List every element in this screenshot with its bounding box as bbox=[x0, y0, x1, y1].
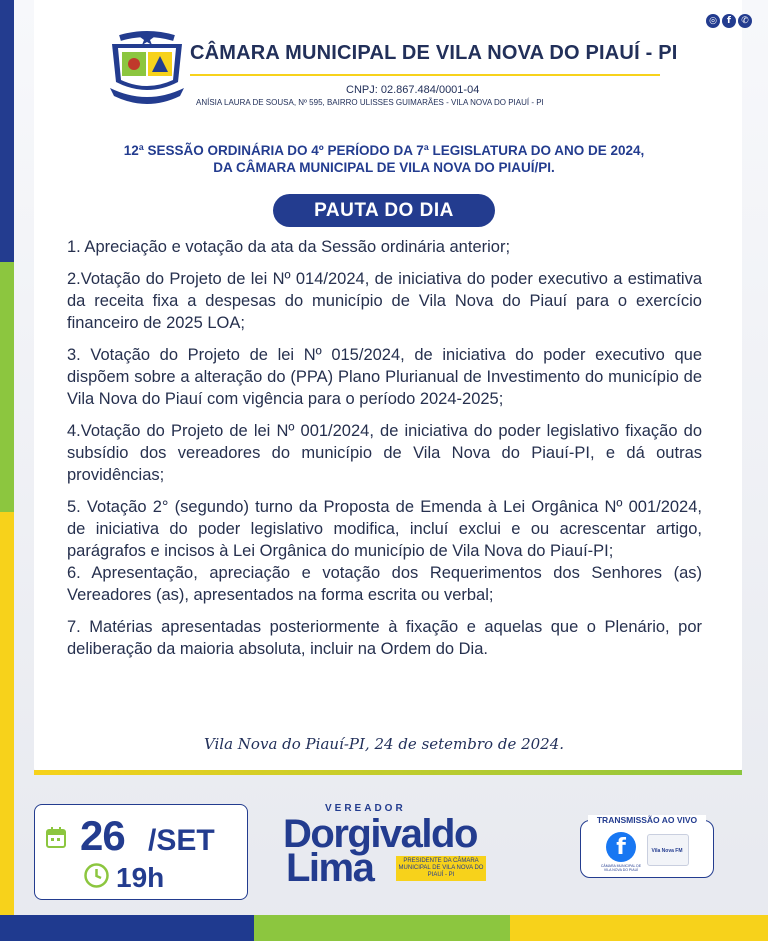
event-time: 19h bbox=[116, 862, 165, 893]
facebook-caption: CÂMARA MUNICIPAL DE VILA NOVA DO PIAUÍ bbox=[600, 864, 642, 872]
councilor-first-name: Dorgivaldo bbox=[283, 812, 477, 856]
whatsapp-icon[interactable]: ✆ bbox=[738, 14, 752, 28]
calendar-icon bbox=[46, 826, 66, 848]
date-line: Vila Nova do Piauí-PI, 24 de setembro de 2024. bbox=[203, 735, 565, 753]
event-day: 26 bbox=[80, 812, 125, 859]
left-accent-bar-blue bbox=[0, 0, 14, 262]
address-text: ANÍSIA LAURA DE SOUSA, Nº 595, BAIRRO ULISSES GUIMARÃES - VILA NOVA DO PIAUÍ - PI bbox=[196, 98, 544, 107]
agenda-item: 1. Apreciação e votação da ata da Sessão ordinária anterior; bbox=[67, 238, 511, 256]
header-divider bbox=[190, 74, 660, 76]
footer-stripe-yellow bbox=[510, 915, 768, 941]
agenda-item: 4.Votação do Projeto de lei Nº 001/2024, de iniciativa do poder legislativo fixação do subsídio dos vereadores do município de Vila Nova do Piauí-PI, e dá outras providências; bbox=[67, 422, 702, 484]
session-heading bbox=[60, 142, 708, 176]
pauta-badge: PAUTA DO DIA bbox=[273, 194, 495, 227]
agenda-item: 6. Apresentação, apreciação e votação dos Requerimentos dos Senhores (as) Vereadores (as), apresentados na forma escrita ou verbal; bbox=[67, 564, 702, 604]
agenda-list bbox=[67, 236, 702, 660]
agenda-item: 5. Votação 2° (segundo) turno da Proposta de Emenda à Lei Orgânica Nº 001/2024, de iniciativa do poder legislativo modifica, incluí exclui e ou acrescentar artigo, parágrafos e incisos à Lei Orgânica do município de Vila Nova do Piauí-PI; bbox=[67, 498, 702, 560]
footer-stripe-green bbox=[254, 915, 510, 941]
clock-icon bbox=[84, 863, 109, 888]
chamber-name: CÂMARA MUNICIPAL DE VILA NOVA DO PIAUÍ - PI bbox=[190, 42, 678, 64]
agenda-item: 3. Votação do Projeto de lei Nº 015/2024, de iniciativa do poder executivo que dispõem sobre a alteração do (PPA) Plano Plurianual de Investimento do município de Vila Nova do Piauí com vigência para o período 2024-2025; bbox=[67, 346, 702, 408]
session-line-2: DA CÂMARA MUNICIPAL DE VILA NOVA DO PIAUÍ/PI. bbox=[213, 160, 555, 175]
facebook-live-icon[interactable]: f bbox=[606, 832, 636, 862]
facebook-icon[interactable]: f bbox=[722, 14, 736, 28]
left-accent-bar-yellow bbox=[0, 512, 14, 941]
session-line-1: 12ª SESSÃO ORDINÁRIA DO 4º PERÍODO DA 7ª LEGISLATURA DO ANO DE 2024, bbox=[123, 143, 645, 158]
cnpj-text: CNPJ: 02.867.484/0001-04 bbox=[346, 84, 480, 96]
radio-caption: Vila Nova FM bbox=[651, 848, 683, 854]
footer-stripe-blue bbox=[0, 915, 254, 941]
instagram-icon[interactable]: ◎ bbox=[706, 14, 720, 28]
event-month: /SET bbox=[148, 824, 215, 857]
agenda-item: 7. Matérias apresentadas posteriormente à fixação e aquelas que o Plenário, por deliberação da maioria absoluta, incluir na Ordem do Dia. bbox=[67, 618, 702, 658]
agenda-item: 2.Votação do Projeto de lei Nº 014/2024, de iniciativa do poder executivo a estimativa da receita fixa a despesas do município de Vila Nova do Piauí para o exercício financeiro de 2025 LOA; bbox=[67, 270, 702, 332]
social-icons bbox=[706, 14, 752, 28]
left-accent-bar-green bbox=[0, 262, 14, 512]
councilor-title: VEREADOR bbox=[325, 803, 406, 814]
live-stream-label: TRANSMISSÃO AO VIVO bbox=[588, 815, 706, 825]
councilor-role: PRESIDENTE DA CÂMARA MUNICIPAL DE VILA NOVA DO PIAUÍ - PI bbox=[396, 856, 486, 881]
councilor-last-name: Lima bbox=[286, 846, 374, 890]
card-accent-line bbox=[34, 770, 742, 775]
chamber-crest-logo bbox=[106, 28, 188, 110]
